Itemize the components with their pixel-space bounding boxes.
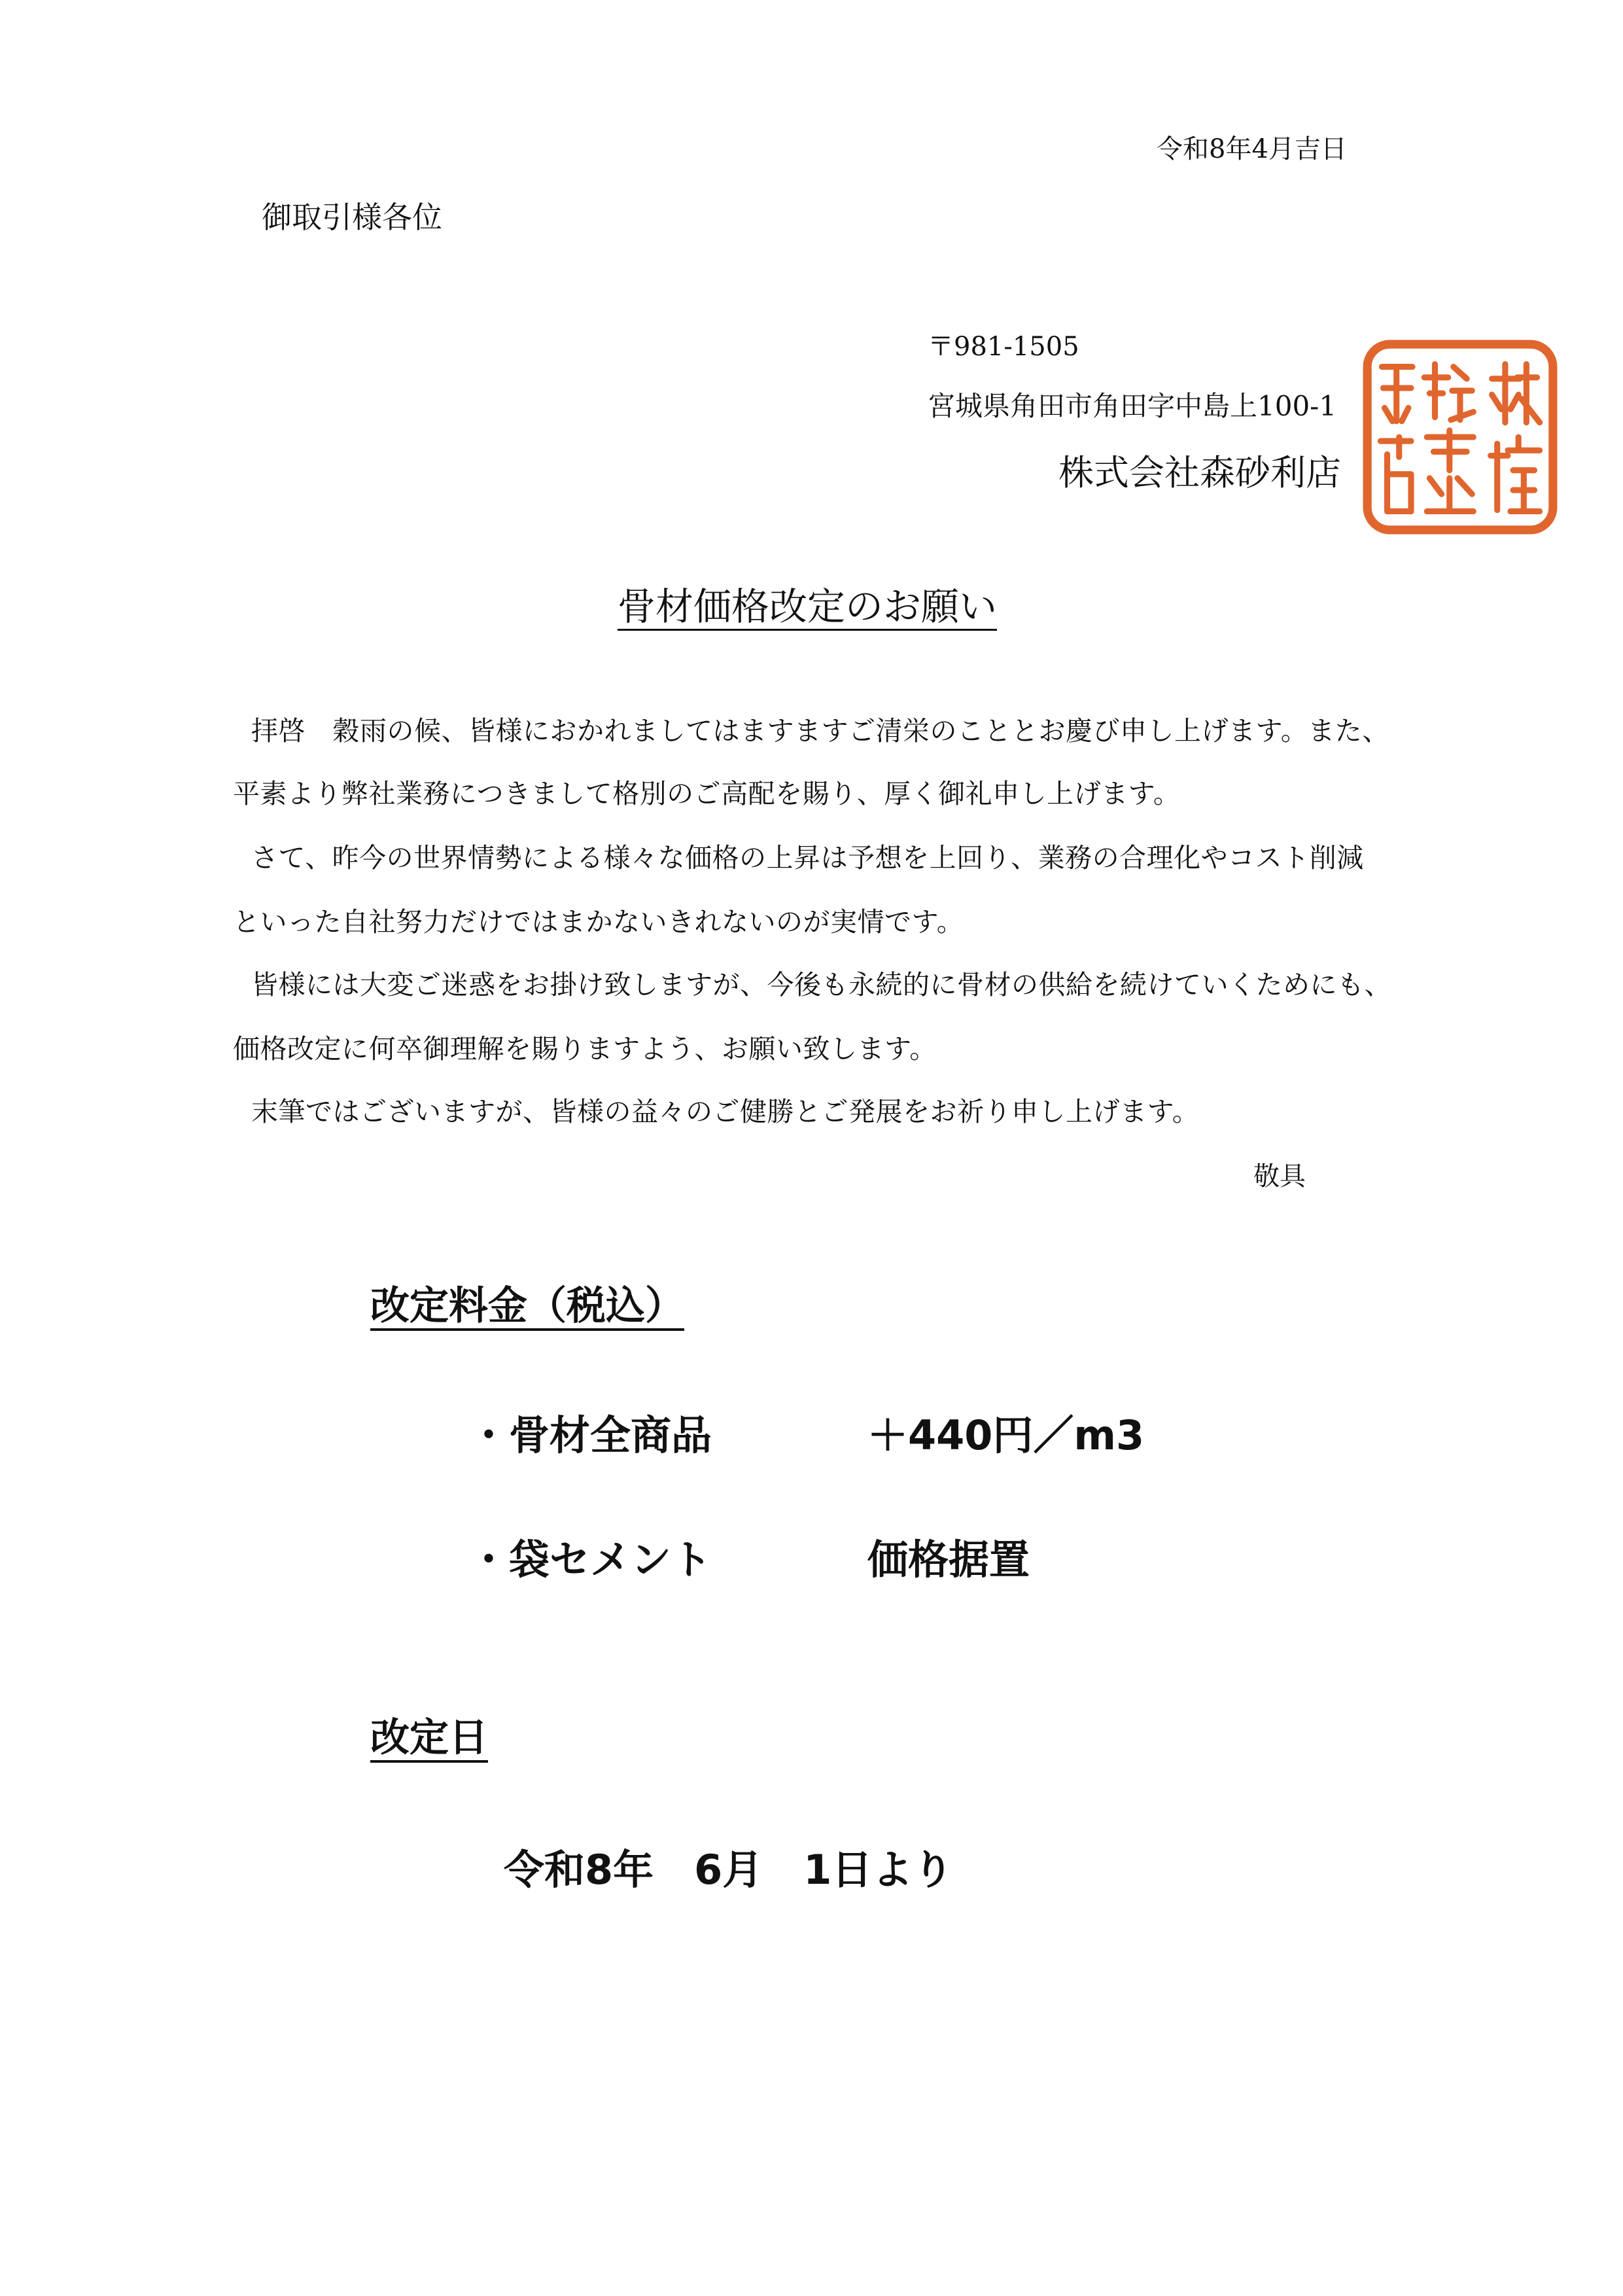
body-line-3: さて、昨今の世界情勢による様々な価格の上昇は予想を上回り、業務の合理化やコスト削減 [251, 842, 1364, 874]
issue-date: 令和8年4月吉日 [1157, 134, 1347, 164]
postal-code: 〒981-1505 [928, 332, 1079, 362]
date-section-heading: 改定日 [370, 1715, 488, 1761]
body-line-7: 末筆ではございますが、皆様の益々のご健勝とご発展をお祈り申し上げます。 [251, 1096, 1200, 1127]
company-seal-stamp [1361, 338, 1560, 537]
price-item-value: ＋440円／m3 [867, 1411, 1145, 1459]
price-item-value: 価格据置 [867, 1536, 1030, 1583]
sender-company: 株式会社森砂利店 [1058, 452, 1341, 493]
recipient-line: 御取引様各位 [262, 200, 442, 235]
body-line-5: 皆様には大変ご迷惑をお掛け致しますが、今後も永続的に骨材の供給を続けていくためにも、 [251, 969, 1391, 1000]
body-line-1: 拝啓 穀雨の候、皆様におかれましてはますますご清栄のこととお慶び申し上げます。また、 [251, 715, 1389, 747]
sender-address: 宮城県角田市角田字中島上100-1 [928, 390, 1337, 422]
price-item-name: ・袋セメント [468, 1536, 712, 1583]
body-line-2: 平素より弊社業務につきまして格別のご高配を賜り、厚く御礼申し上げます。 [233, 778, 1181, 809]
price-item-name: ・骨材全商品 [468, 1411, 712, 1459]
document-title: 骨材価格改定のお願い [618, 584, 998, 629]
closing-word: 敬具 [1253, 1161, 1306, 1192]
price-section-heading: 改定料金（税込） [370, 1283, 684, 1329]
effective-date: 令和8年 6月 1日より [504, 1846, 954, 1894]
body-line-4: といった自社努力だけではまかないきれないのが実情です。 [233, 906, 964, 938]
body-line-6: 価格改定に何卒御理解を賜りますよう、お願い致します。 [233, 1033, 937, 1065]
